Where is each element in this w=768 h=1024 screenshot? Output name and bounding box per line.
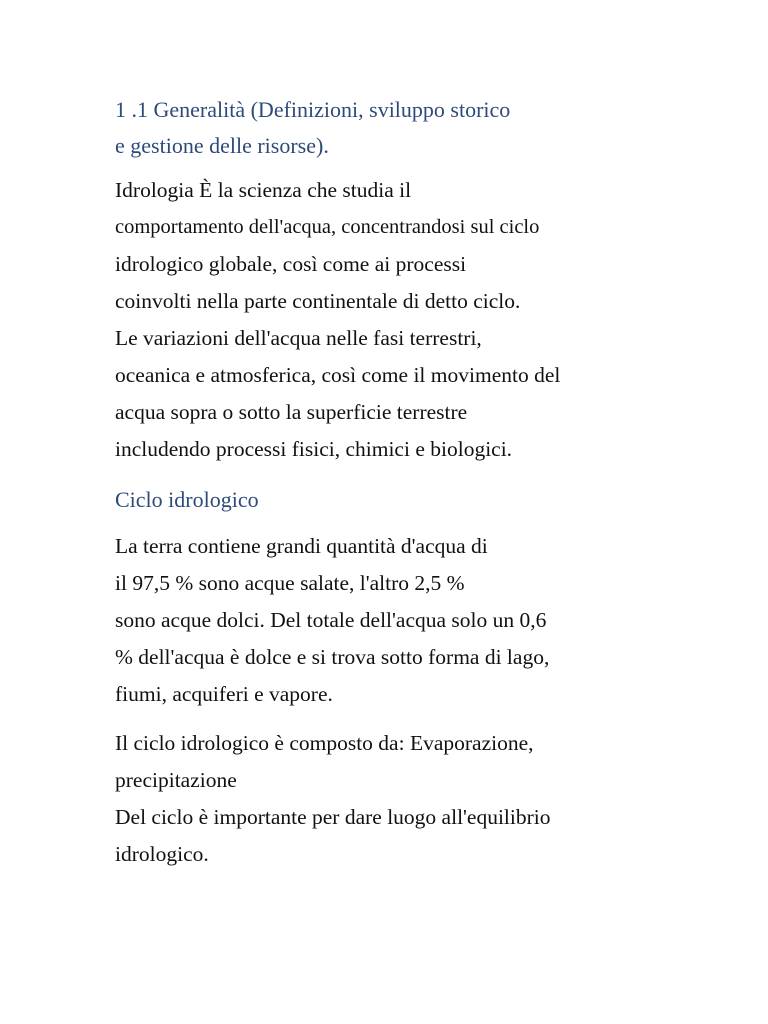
document-page bbox=[115, 92, 675, 873]
paragraph-line: acqua sopra o sotto la superficie terrestre bbox=[115, 400, 468, 424]
paragraph-line: precipitazione bbox=[115, 768, 237, 792]
paragraph-idrologia bbox=[115, 172, 675, 468]
paragraph-line: % dell'acqua è dolce e si trova sotto forma di lago, bbox=[115, 645, 550, 669]
paragraph-line: sono acque dolci. Del totale dell'acqua solo un 0,6 bbox=[115, 608, 547, 632]
paragraph-line: La terra contiene grandi quantità d'acqua di bbox=[115, 534, 488, 558]
paragraph-line: idrologico globale, così come ai processi bbox=[115, 252, 467, 276]
paragraph-terra bbox=[115, 528, 675, 713]
section-heading-line-1: 1 .1 Generalità (Definizioni, sviluppo storico bbox=[115, 97, 511, 122]
paragraph-ciclo-composto bbox=[115, 725, 675, 873]
paragraph-line: includendo processi fisici, chimici e biologici. bbox=[115, 437, 513, 461]
paragraph-line: Idrologia È la scienza che studia il bbox=[115, 178, 412, 202]
section-heading-line-2: e gestione delle risorse). bbox=[115, 133, 329, 158]
paragraph-line: idrologico. bbox=[115, 842, 209, 866]
paragraph-line: Le variazioni dell'acqua nelle fasi terrestri, bbox=[115, 326, 482, 350]
paragraph-line: Il ciclo idrologico è composto da: Evaporazione, bbox=[115, 731, 534, 755]
subheading-ciclo-idrologico: Ciclo idrologico bbox=[115, 487, 259, 512]
paragraph-line: coinvolti nella parte continentale di detto ciclo. bbox=[115, 289, 521, 313]
paragraph-line: fiumi, acquiferi e vapore. bbox=[115, 682, 333, 706]
paragraph-line: oceanica e atmosferica, così come il movimento del bbox=[115, 363, 561, 387]
paragraph-line: comportamento dell'acqua, concentrandosi sul ciclo bbox=[115, 216, 540, 238]
paragraph-line: il 97,5 % sono acque salate, l'altro 2,5 % bbox=[115, 571, 465, 595]
paragraph-line: Del ciclo è importante per dare luogo all'equilibrio bbox=[115, 805, 551, 829]
section-heading bbox=[115, 92, 675, 164]
